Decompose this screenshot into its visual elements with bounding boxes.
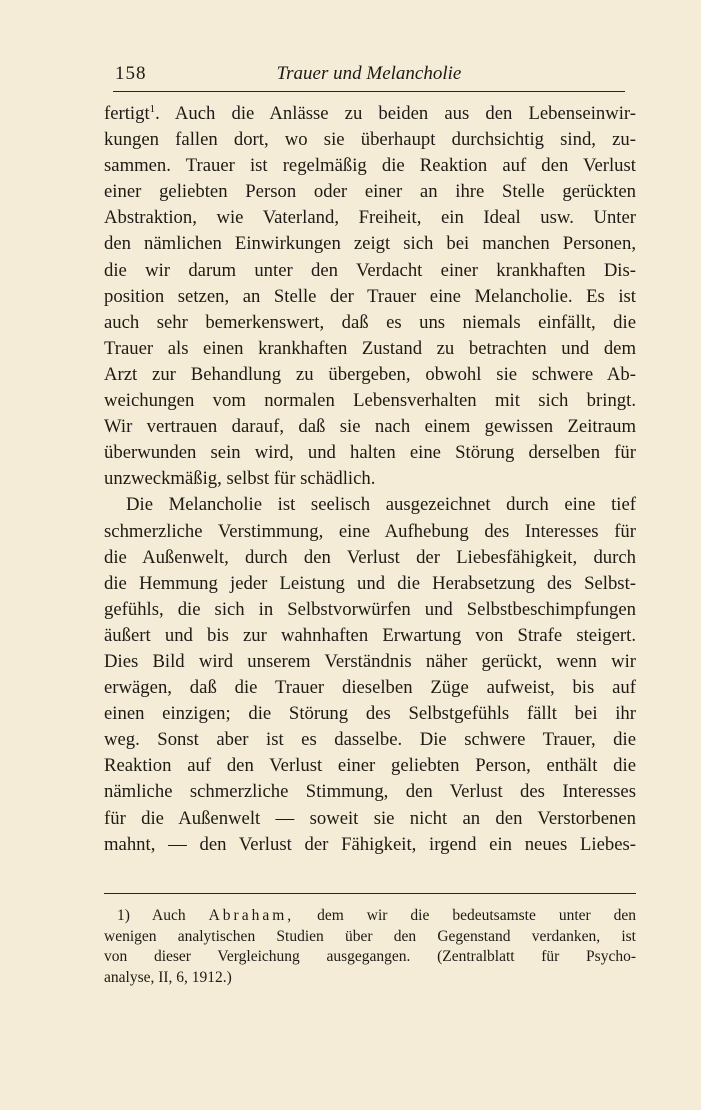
text-line: schmerzliche Verstimmung, eine Aufhebung des Interesses für <box>104 520 636 542</box>
first-word: fertigt <box>104 103 150 124</box>
text-line: für die Außenwelt — soweit sie nicht an den Verstorbenen <box>104 807 636 829</box>
header-rule <box>113 91 625 92</box>
text-line: die Hemmung jeder Leistung und die Herabsetzung des Selbst- <box>104 572 636 594</box>
text-line: Die Melancholie ist seelisch ausgezeichnet durch eine tief <box>126 494 636 516</box>
footnote-line: wenigen analytischen Studien über den Gegenstand verdanken, ist <box>104 927 636 945</box>
running-header <box>113 60 625 88</box>
text-line: Dies Bild wird unserem Verständnis näher gerückt, wenn wir <box>104 650 636 672</box>
text-line: Trauer als einen krankhaften Zustand zu betrachten und dem <box>104 337 636 359</box>
text-line: Reaktion auf den Verlust einer geliebten Person, enthält die <box>104 755 636 777</box>
footnote-reference: 1 <box>149 102 156 115</box>
text-line: position setzen, an Stelle der Trauer eine Melancholie. Es ist <box>104 285 636 307</box>
footnote-line: 1) Auch Abraham, dem wir die bedeutsamste unter den <box>117 907 636 924</box>
text-line: weg. Sonst aber ist es dasselbe. Die schwere Trauer, die <box>104 729 636 751</box>
text-line: Arzt zur Behandlung zu übergeben, obwohl sie schwere Ab- <box>104 363 636 385</box>
footnote-line: analyse, II, 6, 1912.) <box>104 968 232 986</box>
text-line: fertigt$^1$. Auch die Anlässe zu beiden aus den Lebenseinwir- <box>104 102 636 124</box>
text-line: gefühls, die sich in Selbstvorwürfen und Selbstbeschimpfungen <box>104 598 636 620</box>
text-line: überwunden sein wird, und halten eine Störung derselben für <box>104 442 636 464</box>
footnote <box>104 906 636 988</box>
text-line: auch sehr bemerkenswert, daß es uns niemals einfällt, die <box>104 311 636 333</box>
text-line: mahnt, — den Verlust der Fähigkeit, irgend ein neues Liebes- <box>104 833 636 855</box>
text-line: einer geliebten Person oder einer an ihre Stelle gerückten <box>104 181 636 203</box>
footnote-marker: 1) <box>117 907 130 924</box>
text-line: erwägen, daß die Trauer dieselben Züge aufweist, bis auf <box>104 677 636 699</box>
text-line: kungen fallen dort, wo sie überhaupt durchsichtig sind, zu- <box>104 129 636 151</box>
text-line: Abstraktion, wie Vaterland, Freiheit, ein Ideal usw. Unter <box>104 207 636 229</box>
text-line: weichungen vom normalen Lebensverhalten mit sich bringt. <box>104 390 636 412</box>
footnote-rule <box>104 893 636 894</box>
text-line: den nämlichen Einwirkungen zeigt sich bei manchen Personen, <box>104 233 636 255</box>
text-line: einen einzigen; die Störung des Selbstgefühls fällt bei ihr <box>104 703 636 725</box>
text-line: äußert und bis zur wahnhaften Erwartung von Strafe steigert. <box>104 624 636 646</box>
text-line: nämliche schmerzliche Stimmung, den Verlust des Interesses <box>104 781 636 803</box>
text-line: Wir vertrauen darauf, daß sie nach einem gewissen Zeitraum <box>104 416 636 438</box>
page-number: 158 <box>115 63 147 84</box>
running-title: Trauer und Melancholie <box>276 63 462 84</box>
text-line: die wir darum unter den Verdacht einer krankhaften Dis- <box>104 259 636 281</box>
text-line: sammen. Trauer ist regelmäßig die Reaktion auf den Verlust <box>104 155 636 177</box>
body-text <box>104 101 636 858</box>
footnote-author: Abraham, <box>208 907 295 924</box>
footnote-line: von dieser Vergleichung ausgegangen. (Zentralblatt für Psycho- <box>104 948 636 966</box>
text-line: die Außenwelt, durch den Verlust der Liebesfähigkeit, durch <box>104 546 636 568</box>
text-line: unzweckmäßig, selbst für schädlich. <box>104 468 376 490</box>
